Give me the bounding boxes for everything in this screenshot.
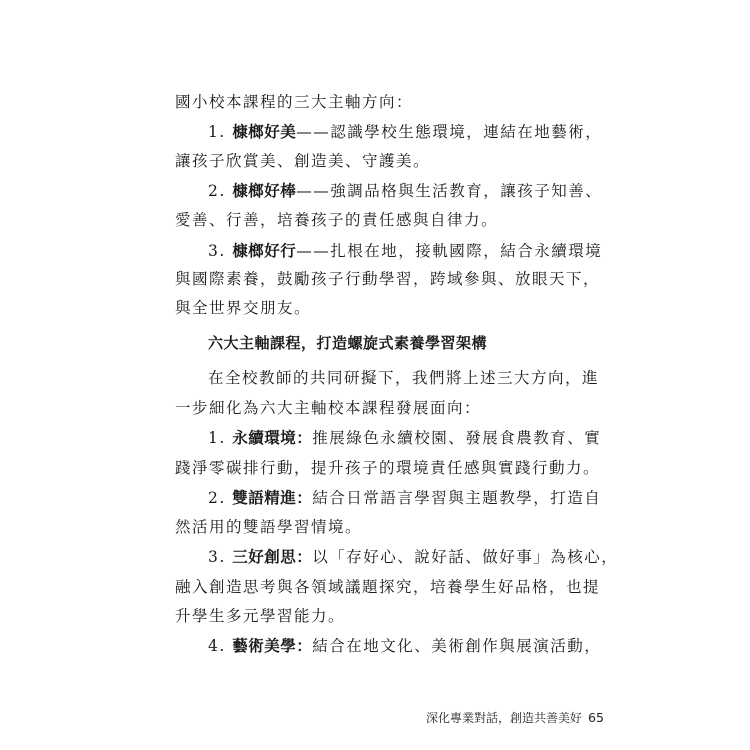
paragraph-second-line: 一步細化為六大主軸校本課程發展面向： bbox=[175, 399, 482, 417]
theme-2-first-line bbox=[208, 181, 602, 201]
item-text: 以「存好心、說好話、做好事」為核心， bbox=[312, 548, 619, 566]
item-term: 雙語精進： bbox=[232, 489, 313, 507]
intro-line: 國小校本課程的三大主軸方向： bbox=[175, 93, 414, 111]
item-3-second-line: 融入創造思考與各領域議題探究，培養學生好品格，也提 bbox=[175, 578, 601, 596]
item-text: 結合日常語言學習與主題教學，打造自 bbox=[312, 489, 602, 507]
theme-1-first-line bbox=[208, 122, 602, 142]
running-footer-title: 深化專業對話，創造共善美好 bbox=[426, 711, 583, 725]
theme-term: 槺榔好行 bbox=[232, 242, 297, 260]
item-1-second-line: 踐淨零碳排行動，提升孩子的環境責任感與實踐行動力。 bbox=[175, 459, 601, 477]
item-2-first-line bbox=[208, 488, 601, 508]
theme-number: 3. bbox=[208, 242, 226, 260]
item-number: 3. bbox=[208, 548, 226, 566]
item-3-first-line bbox=[208, 547, 618, 567]
item-1-first-line bbox=[208, 428, 601, 448]
theme-3-first-line bbox=[208, 241, 602, 261]
item-term: 藝術美學： bbox=[232, 637, 313, 655]
item-text: 推展綠色永續校園、發展食農教育、實 bbox=[312, 429, 602, 447]
theme-term: 槺榔好美 bbox=[232, 123, 297, 141]
item-term: 三好創思： bbox=[232, 548, 313, 566]
item-3-third-line: 升學生多元學習能力。 bbox=[175, 607, 346, 625]
theme-term: 槺榔好棒 bbox=[232, 182, 297, 200]
theme-text: ——強調品格與生活教育，讓孩子知善、 bbox=[296, 182, 603, 200]
theme-text: ——認識學校生態環境，連結在地藝術， bbox=[296, 123, 603, 141]
theme-text: ——扎根在地，接軌國際，結合永續環境 bbox=[296, 242, 603, 260]
item-term: 永續環境： bbox=[232, 429, 313, 447]
page-number: 65 bbox=[588, 710, 604, 725]
theme-1-second-line: 讓孩子欣賞美、創造美、守護美。 bbox=[175, 152, 431, 170]
paragraph-first-line: 在全校教師的共同研擬下，我們將上述三大方向，進 bbox=[208, 369, 600, 387]
theme-number: 1. bbox=[208, 123, 226, 141]
item-2-second-line: 然活用的雙語學習情境。 bbox=[175, 518, 363, 536]
page-footer bbox=[426, 709, 604, 726]
item-4-first-line bbox=[208, 636, 601, 656]
theme-number: 2. bbox=[208, 182, 226, 200]
item-number: 4. bbox=[208, 637, 226, 655]
theme-3-second-line: 與國際素養，鼓勵孩子行動學習，跨域參與、放眼天下， bbox=[175, 270, 601, 288]
item-number: 1. bbox=[208, 429, 226, 447]
item-number: 2. bbox=[208, 489, 226, 507]
item-text: 結合在地文化、美術創作與展演活動， bbox=[312, 637, 602, 655]
theme-2-second-line: 愛善、行善，培養孩子的責任感與自律力。 bbox=[175, 211, 499, 229]
section-heading: 六大主軸課程，打造螺旋式素養學習架構 bbox=[208, 334, 488, 352]
theme-3-third-line: 與全世界交朋友。 bbox=[175, 299, 312, 317]
